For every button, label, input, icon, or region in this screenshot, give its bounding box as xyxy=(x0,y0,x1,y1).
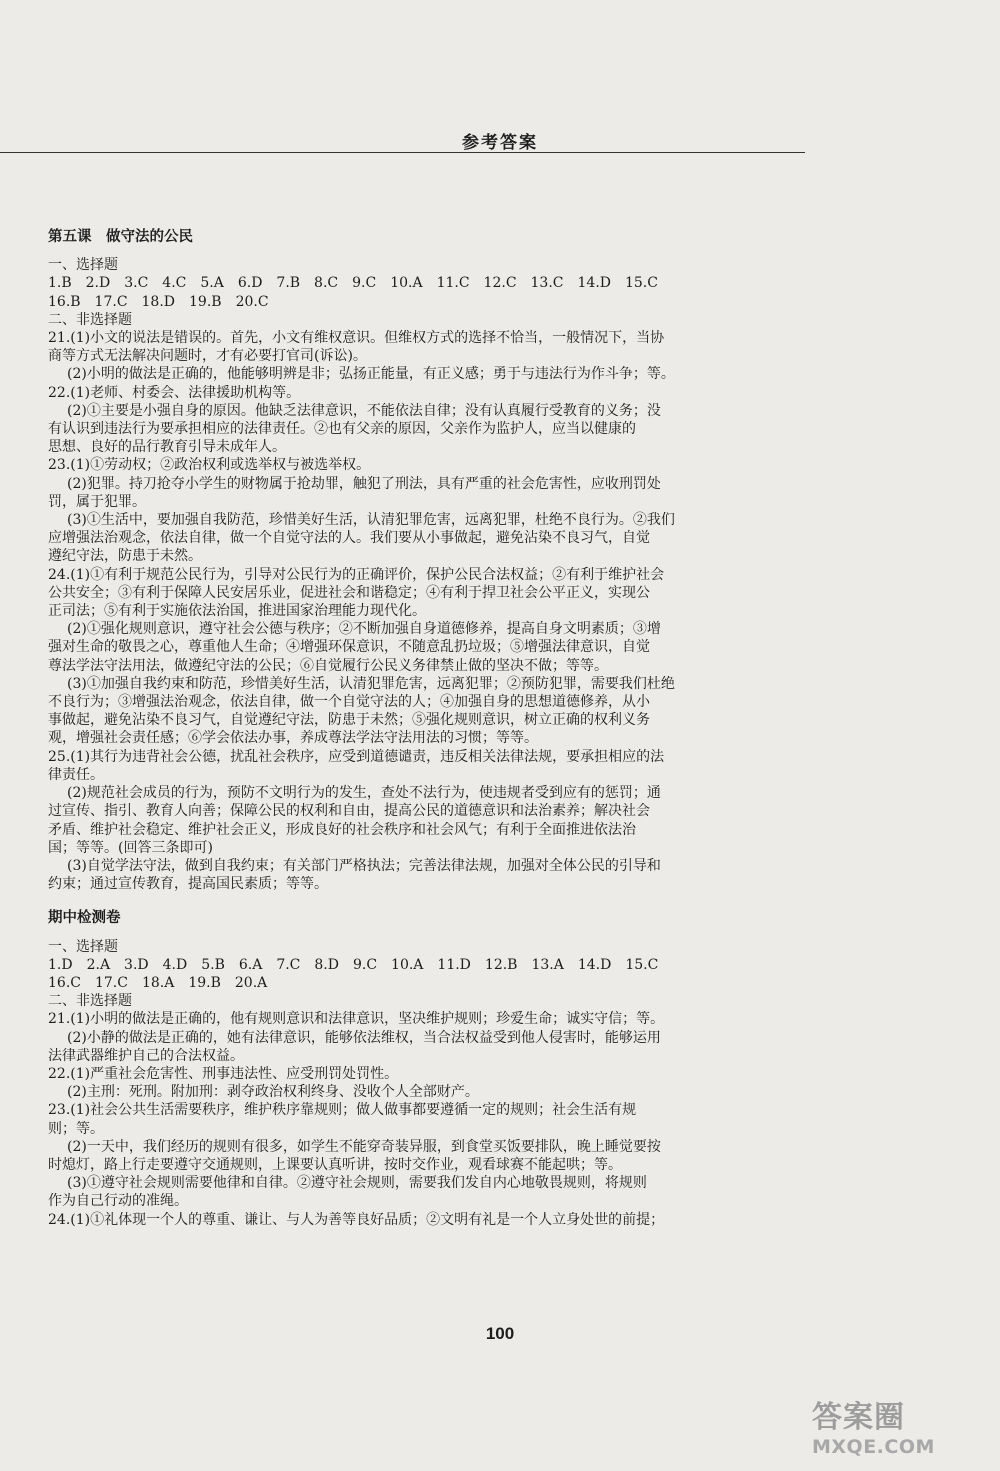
text-line: (3)自觉学法守法，做到自我约束；有关部门严格执法；完善法律法规，加强对全体公民的引导和 xyxy=(67,857,661,874)
text-line: 观，增强社会责任感；⑥学会依法办事，养成尊法学法守法用法的习惯；等等。 xyxy=(48,730,538,747)
text-line: 1.D 2.A 3.D 4.D 5.B 6.A 7.C 8.D 9.C 10.A 11.D 12.B 13.A 14.D 15.C xyxy=(48,956,659,973)
section-title-midterm: 期中检测卷 xyxy=(48,909,121,927)
text-line: 尊法学法守法用法，做遵纪守法的公民；⑥自觉履行公民义务律禁止做的坚决不做；等等。 xyxy=(48,657,608,674)
text-line: 22.(1)老师、村委会、法律援助机构等。 xyxy=(48,384,301,401)
text-line: (3)①生活中，要加强自我防范，珍惜美好生活，认清犯罪危害，远离犯罪，杜绝不良行为。②我们 xyxy=(67,512,675,529)
text-line: 罚，属于犯罪。 xyxy=(48,493,146,510)
text-line: 不良行为；③增强法治观念，依法自律，做一个自觉守法的人；④加强自身的思想道德修养，从小 xyxy=(48,694,650,711)
text-line: 应增强法治观念，依法自律，做一个自觉守法的人。我们要从小事做起，避免沾染不良习气，自觉 xyxy=(48,530,650,547)
text-line: (2)①强化规则意识，遵守社会公德与秩序；②不断加强自身道德修养，提高自身文明素质；③增 xyxy=(67,621,661,638)
page-header-title: 参考答案 xyxy=(462,133,538,153)
text-line: 24.(1)①有利于规范公民行为，引导对公民行为的正确评价，保护公民合法权益；②有利于维护社会 xyxy=(48,566,665,583)
text-line: 22.(1)严重社会危害性、刑事违法性、应受刑罚处罚性。 xyxy=(48,1065,399,1082)
section-lesson5-lines xyxy=(48,256,808,893)
text-line: 遵纪守法，防患于未然。 xyxy=(48,548,202,565)
text-line: 思想、良好的品行教育引导未成年人。 xyxy=(48,439,286,456)
text-line: (2)一天中，我们经历的规则有很多，如学生不能穿奇装异服，到食堂买饭要排队，晚上睡觉要按 xyxy=(67,1138,661,1155)
text-line: (2)小明的做法是正确的，他能够明辨是非；弘扬正能量，有正义感；勇于与违法行为作斗争；等。 xyxy=(67,366,675,383)
text-line: 23.(1)①劳动权；②政治权利或选举权与被选举权。 xyxy=(48,457,371,474)
text-line: 16.C 17.C 18.A 19.B 20.A xyxy=(48,974,268,991)
watermark-logo xyxy=(812,1400,992,1464)
text-line: 有认识到违法行为要承担相应的法律责任。②也有父亲的原因，父亲作为监护人，应当以健康的 xyxy=(48,421,636,438)
text-line: 律责任。 xyxy=(48,766,104,783)
watermark-url: MXQE.COM xyxy=(812,1436,935,1458)
text-line: 强对生命的敬畏之心，尊重他人生命；④增强环保意识，不随意乱扔垃圾；⑤增强法律意识，自觉 xyxy=(48,639,650,656)
text-line: (3)①遵守社会规则需要他律和自律。②遵守社会规则，需要我们发自内心地敬畏规则，将规则 xyxy=(67,1175,647,1192)
text-line: 时熄灯，路上行走要遵守交通规则，上课要认真听讲，按时交作业，观看球赛不能起哄；等。 xyxy=(48,1156,622,1173)
section-midterm-lines xyxy=(48,938,808,1229)
answer-content xyxy=(48,228,808,1229)
text-line: 21.(1)小文的说法是错误的。首先，小文有维权意识。但维权方式的选择不恰当，一般情况下，当协 xyxy=(48,330,665,347)
text-line: 则；等。 xyxy=(48,1120,104,1137)
text-line: (2)主刑：死刑。附加刑：剥夺政治权利终身、没收个人全部财产。 xyxy=(67,1084,479,1101)
text-line: 矛盾、维护社会稳定、维护社会正义，形成良好的社会秩序和社会风气；有利于全面推进依法治 xyxy=(48,821,636,838)
text-line: 事做起，避免沾染不良习气，自觉遵纪守法，防患于未然；⑤强化规则意识，树立正确的权利义务 xyxy=(48,712,650,729)
text-line: (3)①加强自我约束和防范，珍惜美好生活，认清犯罪危害，远离犯罪；②预防犯罪，需要我们杜绝 xyxy=(67,675,675,692)
text-line: 二、非选择题 xyxy=(48,993,132,1010)
text-line: (2)规范社会成员的行为，预防不文明行为的发生，查处不法行为，使违规者受到应有的惩罚；通 xyxy=(67,785,661,802)
text-line: (2)犯罪。持刀抢夺小学生的财物属于抢劫罪，触犯了刑法，具有严重的社会危害性，应收刑罚处 xyxy=(67,475,661,492)
text-line: 国；等等。(回答三条即可) xyxy=(48,839,213,856)
text-line: 25.(1)其行为违背社会公德，扰乱社会秩序，应受到道德谴责，违反相关法律法规，要承担相应的法 xyxy=(48,748,665,765)
text-line: 一、选择题 xyxy=(48,257,118,274)
text-line: 作为自己行动的准绳。 xyxy=(48,1193,188,1210)
page-number: 100 xyxy=(485,1324,515,1343)
header-rule xyxy=(0,152,805,153)
text-line: 一、选择题 xyxy=(48,938,118,955)
text-line: 约束；通过宣传教育，提高国民素质；等等。 xyxy=(48,876,328,893)
text-line: 二、非选择题 xyxy=(48,311,132,328)
text-line: 24.(1)①礼体现一个人的尊重、谦让、与人为善等良好品质；②文明有礼是一个人立身处世的前提； xyxy=(48,1211,665,1228)
text-line: 正司法；⑤有利于实施依法治国，推进国家治理能力现代化。 xyxy=(48,603,426,620)
text-line: 16.B 17.C 18.D 19.B 20.C xyxy=(48,293,269,310)
text-line: 21.(1)小明的做法是正确的，他有规则意识和法律意识，坚决维护规则；珍爱生命；诚实守信；等。 xyxy=(48,1011,665,1028)
text-line: 商等方式无法解决问题时，才有必要打官司(诉讼)。 xyxy=(48,348,367,365)
text-line: 过宣传、指引、教育人向善；保障公民的权利和自由，提高公民的道德意识和法治素养；解决社会 xyxy=(48,803,650,820)
text-line: 1.B 2.D 3.C 4.C 5.A 6.D 7.B 8.C 9.C 10.A 11.C 12.C 13.C 14.D 15.C xyxy=(48,275,658,292)
text-line: 公共安全；③有利于保障人民安居乐业，促进社会和谐稳定；④有利于捍卫社会公平正义，实现公 xyxy=(48,584,650,601)
watermark-chars: 答案圈 xyxy=(812,1400,905,1435)
text-line: 法律武器维护自己的合法权益。 xyxy=(48,1047,244,1064)
text-line: (2)①主要是小强自身的原因。他缺乏法律意识，不能依法自律；没有认真履行受教育的义务；没 xyxy=(67,402,661,419)
text-line: (2)小静的做法是正确的，她有法律意识，能够依法维权，当合法权益受到他人侵害时，能够运用 xyxy=(67,1029,661,1046)
text-line: 23.(1)社会公共生活需要秩序，维护秩序靠规则；做人做事都要遵循一定的规则；社会生活有规 xyxy=(48,1102,637,1119)
section-title-lesson5: 第五课 做守法的公民 xyxy=(48,228,193,245)
